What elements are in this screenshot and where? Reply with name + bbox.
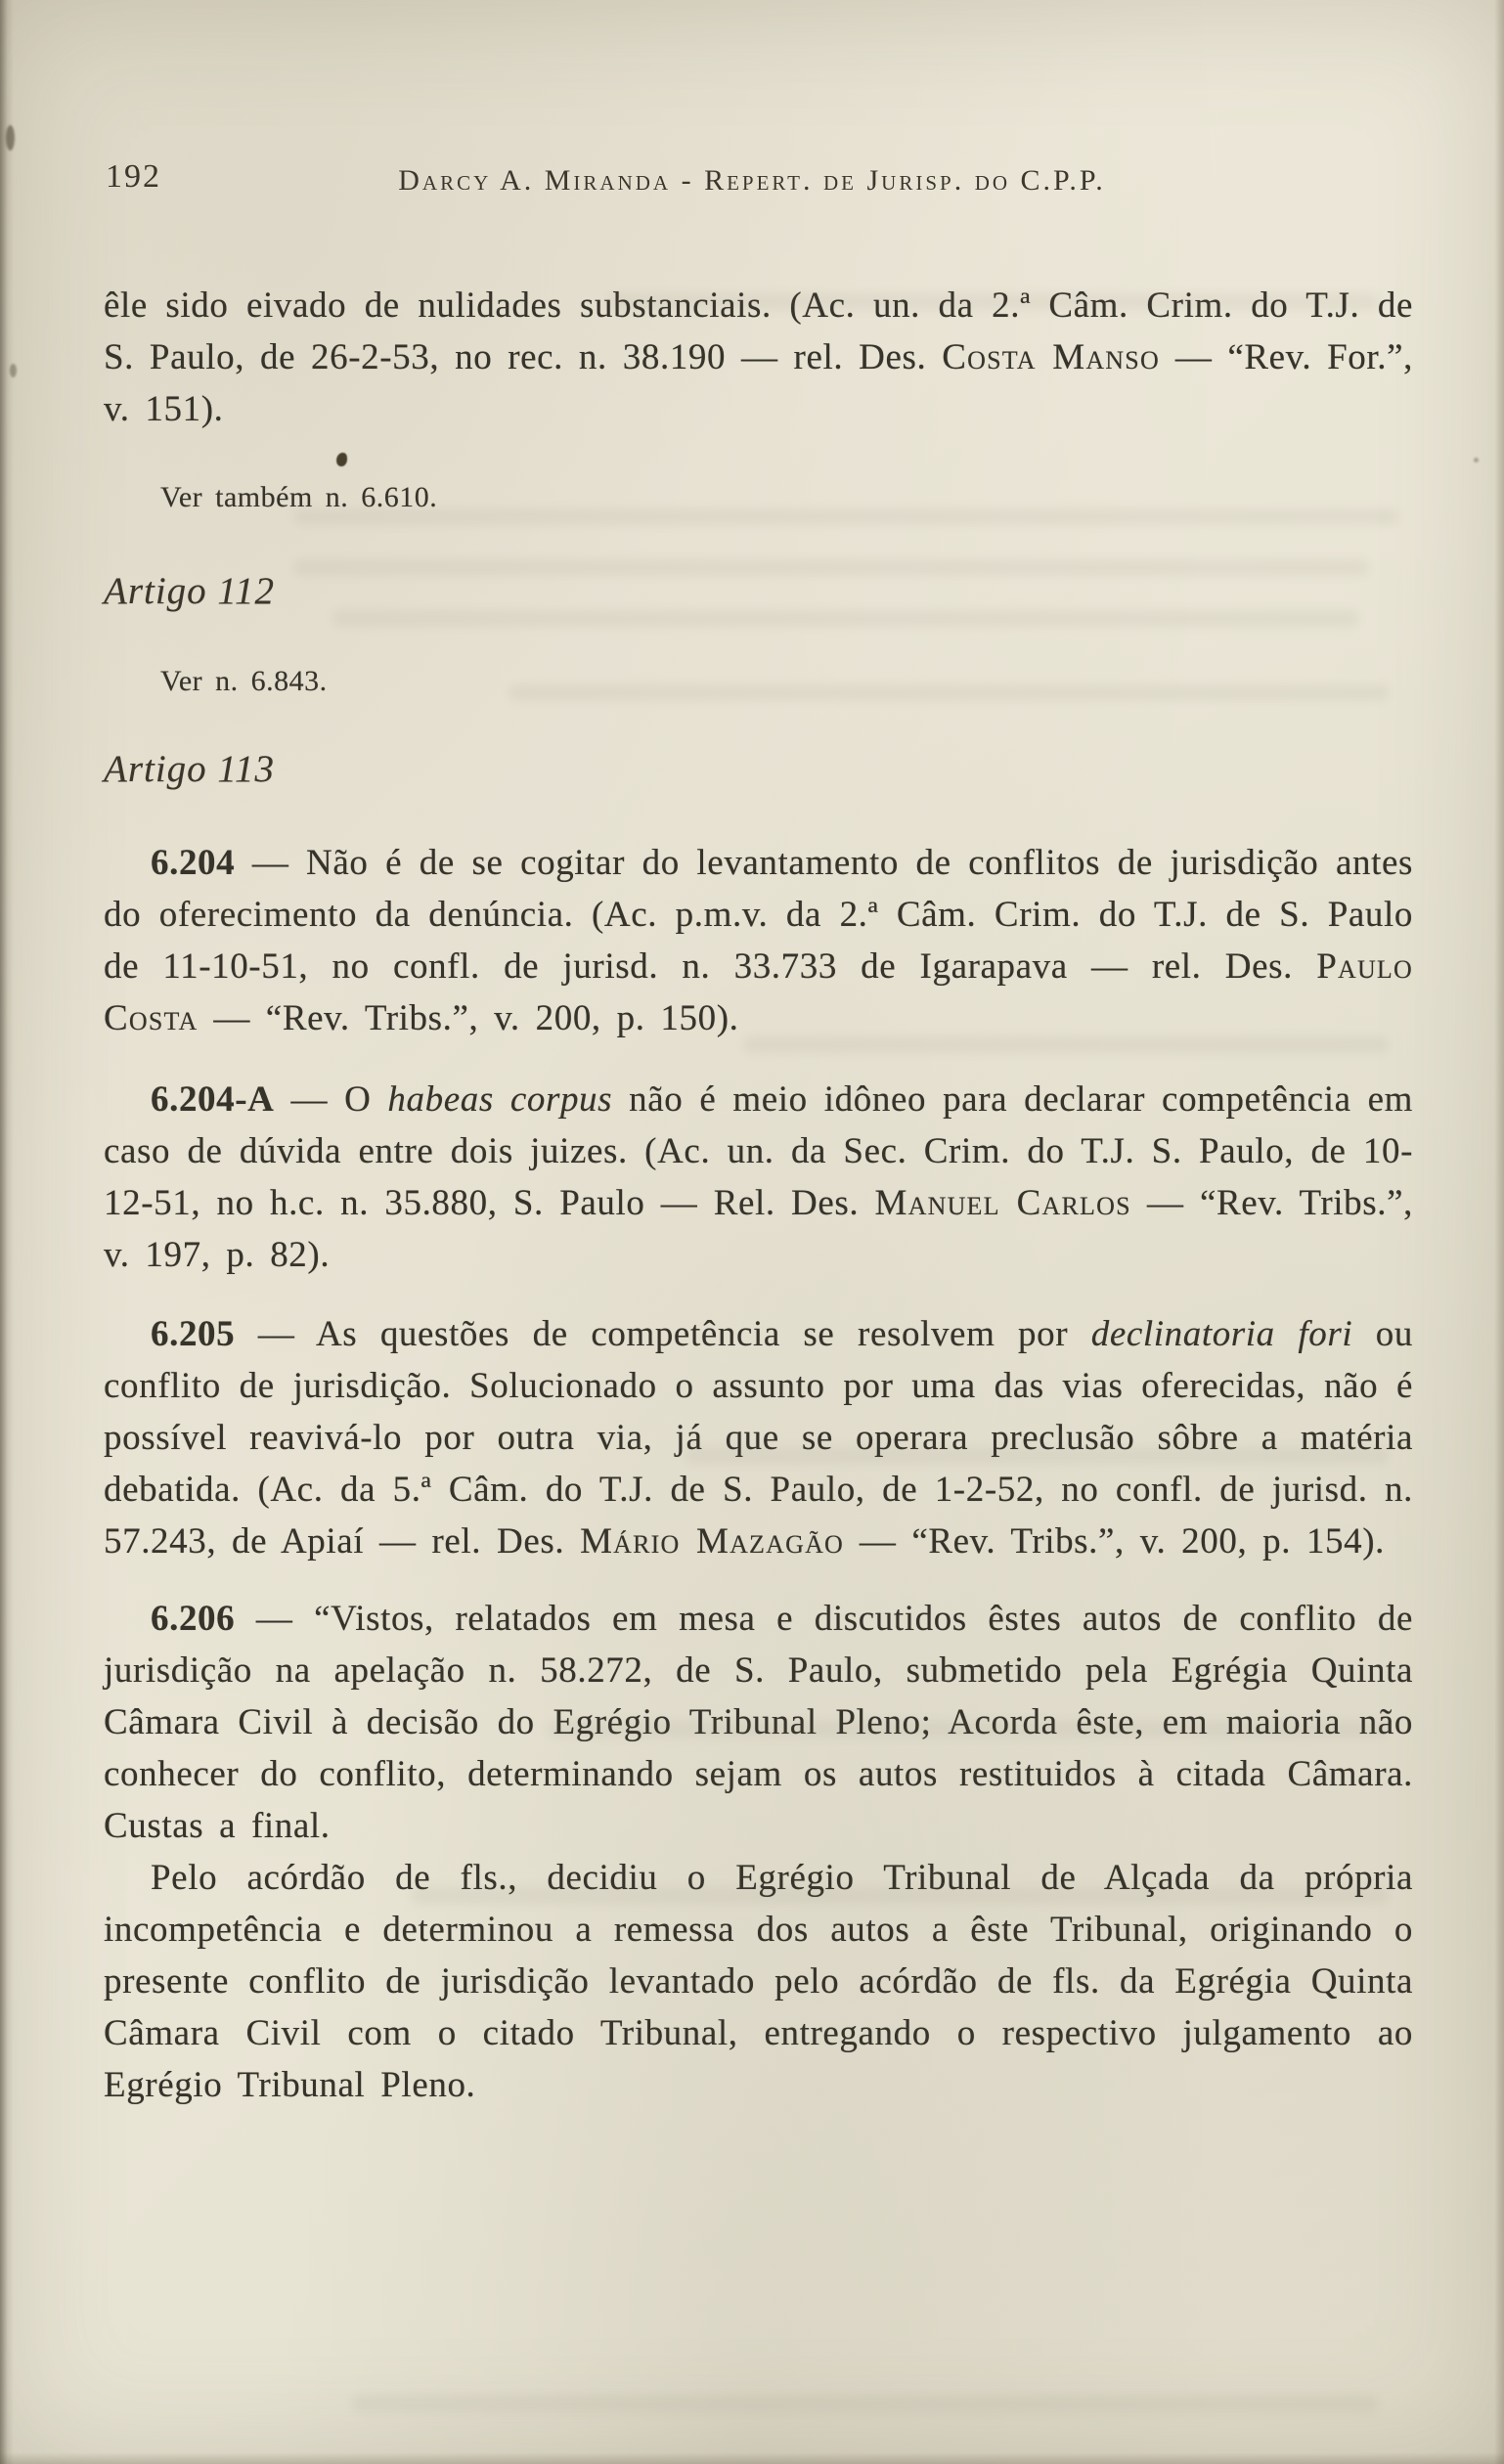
text-blocks xyxy=(0,280,1504,2111)
scan-shadow-right xyxy=(1494,0,1504,2464)
text-segment-normal: Pelo acórdão de fls., decidiu o Egrégio Tribunal de Alçada da própria incompetência e determinou a remessa dos autos a êste Tribunal, originando o presente conflito de jurisdição levantado pelo acórdão de fls. da Egrégia Quinta Câmara Civil com o citado Tribunal, entregando o respectivo julgamento ao Egrégio Tribunal Pleno. xyxy=(104,1858,1413,2105)
text-segment-smallcaps: Manuel Carlos xyxy=(874,1183,1131,1223)
text-segment-bold: 6.204-A xyxy=(151,1079,275,1120)
paragraph xyxy=(104,1074,1413,1281)
text-segment-normal: — “Rev. Tribs.”, v. 197, p. 82). xyxy=(104,1183,1413,1275)
see-also-note: Ver n. 6.843. xyxy=(160,665,328,697)
paragraph xyxy=(104,1308,1413,1567)
text-segment-normal: ou conflito de jurisdição. Solucionado o assunto por uma das vias oferecidas, não é possível reavivá-lo por outra via, já que se operara preclusão sôbre a matéria debatida. (Ac. da 5.ª Câm. do T.J. de S. Paulo, de 1-2-52, no confl. de jurisd. n. 57.243, de Apiaí — rel. Des. xyxy=(104,1314,1413,1562)
page-number: 192 xyxy=(106,158,161,195)
text-segment-smallcaps: Costa Manso xyxy=(942,337,1160,377)
see-also-note: Ver também n. 6.610. xyxy=(160,481,438,513)
text-segment-normal: êle sido eivado de nulidades substanciais. (Ac. un. da 2.ª Câm. Crim. do T.J. de S. Paulo, de 26-2-53, no rec. n. 38.190 — rel. Des. xyxy=(104,286,1413,377)
article-heading: Artigo 113 xyxy=(104,748,276,790)
text-segment-normal: — As questões de competência se resolvem por xyxy=(235,1314,1091,1354)
page-header xyxy=(0,0,1504,209)
text-segment-normal: — “Rev. For.”, v. 151). xyxy=(104,337,1413,429)
running-title: Darcy A. Miranda - Repert. de Jurisp. do C.P.P. xyxy=(398,164,1106,197)
text-segment-italic: habeas corpus xyxy=(387,1079,613,1120)
text-segment-normal: — “Rev. Tribs.”, v. 200, p. 150). xyxy=(198,998,739,1038)
text-segment-normal: não é meio idôneo para declarar competência em caso de dúvida entre dois juizes. (Ac. un. da Sec. Crim. do T.J. S. Paulo, de 10-12-51, no h.c. n. 35.880, S. Paulo — Rel. Des. xyxy=(104,1079,1413,1223)
paragraph xyxy=(104,837,1413,1044)
text-segment-normal: — “Vistos, relatados em mesa e discutidos êstes autos de conflito de jurisdição na apelação n. 58.272, de S. Paulo, submetido pela Egrégia Quinta Câmara Civil à decisão do Egrégio Tribunal Pleno; Acorda êste, em maioria não conhecer do conflito, determinando sejam os autos restituidos à citada Câmara. Custas a final. xyxy=(104,1599,1413,1846)
text-segment-italic: declinatoria fori xyxy=(1090,1314,1353,1354)
scan-shadow-bottom xyxy=(0,2452,1504,2464)
text-segment-smallcaps: Mário Mazagão xyxy=(580,1521,845,1562)
paragraph xyxy=(104,1852,1413,2111)
text-segment-normal: — O xyxy=(274,1079,388,1120)
text-segment-bold: 6.205 xyxy=(151,1314,236,1354)
ink-mark xyxy=(336,453,347,466)
text-segment-bold: 6.206 xyxy=(151,1599,236,1639)
bleedthrough-ghost xyxy=(352,2396,1379,2412)
text-segment-normal: — “Rev. Tribs.”, v. 200, p. 154). xyxy=(844,1521,1386,1562)
text-segment-smallcaps: Paulo Costa xyxy=(104,946,1413,1038)
text-segment-normal: — Não é de se cogitar do levantamento de conflitos de jurisdição antes do oferecimento da denúncia. (Ac. p.m.v. da 2.ª Câm. Crim. do T.J. de S. Paulo de 11-10-51, no confl. de jurisd. n. 33.733 de Igarapava — rel. Des. xyxy=(104,843,1413,987)
text-segment-bold: 6.204 xyxy=(151,843,236,883)
article-heading: Artigo 112 xyxy=(104,570,276,612)
ink-speck xyxy=(10,364,17,377)
paragraph xyxy=(104,1593,1413,1852)
paragraph xyxy=(104,280,1413,435)
ink-speck xyxy=(1474,458,1479,462)
